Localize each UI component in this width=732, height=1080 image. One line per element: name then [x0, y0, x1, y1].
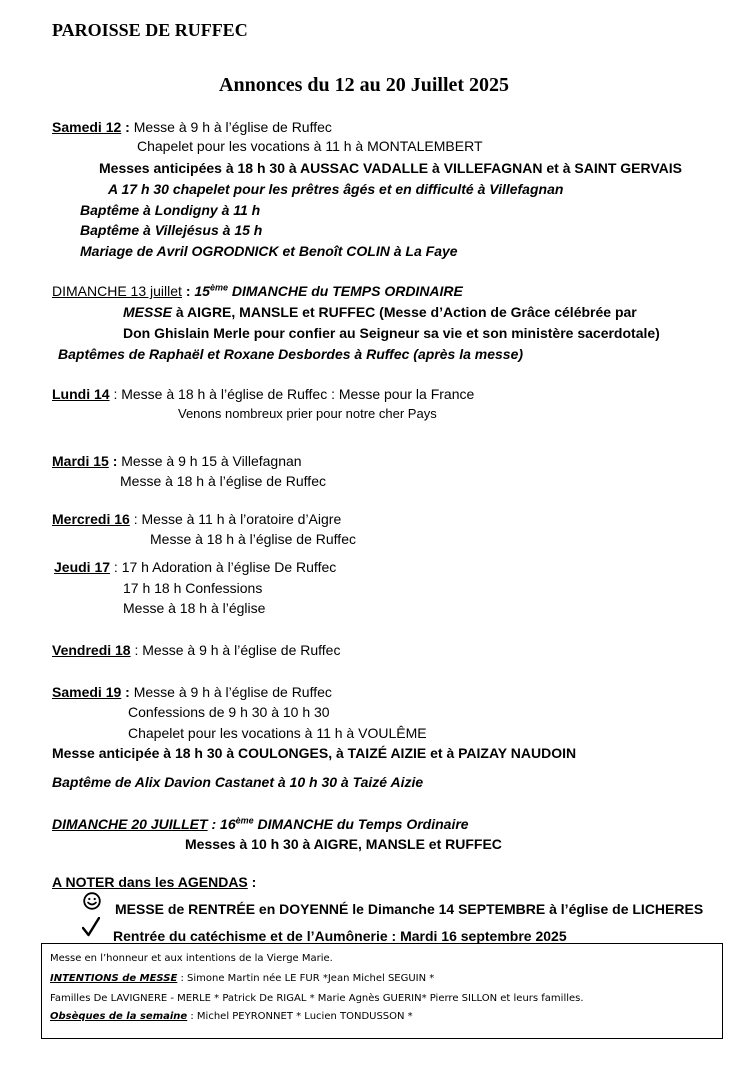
event-text: Baptême de Alix Davion Castanet à 10 h 30 à Taizé Aizie: [52, 774, 424, 790]
checkmark-icon: [82, 917, 100, 937]
event-text: Chapelet pour les vocations à 11 h à VOULÊME: [128, 725, 427, 741]
sunday-name: DIMANCHE du TEMPS ORDINAIRE: [227, 283, 463, 299]
ordinal-number: 16: [220, 816, 236, 832]
separator: :: [181, 283, 195, 299]
friday-18-line1: [52, 641, 340, 659]
funerals-label: Obsèques de la semaine: [50, 1011, 188, 1022]
event-text: Messes à 10 h 30 à AIGRE, MANSLE et RUFFEC: [185, 836, 502, 852]
mass-label: MESSE: [123, 304, 173, 320]
event-text: 17 h 18 h Confessions: [123, 580, 263, 596]
ordinal-number: 15: [194, 283, 210, 299]
agenda-heading-text: A NOTER dans les AGENDAS: [52, 874, 248, 890]
event-text: Messe à 9 h 15 à Villefagnan: [121, 453, 302, 469]
separator: :: [130, 642, 143, 658]
tuesday-15-line1: [52, 452, 302, 470]
event-text: 17 h Adoration à l’église De Ruffec: [121, 559, 337, 575]
agenda-item: Rentrée du catéchisme et de l’Aumônerie : Mardi 16 septembre 2025: [113, 928, 567, 944]
sunday-rank: [220, 816, 469, 832]
separator: :: [109, 386, 122, 402]
sunday-name: DIMANCHE du Temps Ordinaire: [253, 816, 469, 832]
wednesday-16-line1: [52, 510, 341, 528]
separator: :: [121, 684, 134, 700]
event-text: Messe à 9 h à l’église de Ruffec: [142, 642, 341, 658]
day-label: DIMANCHE 20 JUILLET: [52, 816, 208, 832]
event-text: Confessions de 9 h 30 à 10 h 30: [128, 704, 330, 720]
event-text: Mariage de Avril OGRODNICK et Benoît COLIN à La Faye: [80, 243, 458, 259]
intention-line: Messe en l’honneur et aux intentions de la Vierge Marie.: [50, 953, 333, 964]
saturday-12-line1: [52, 118, 332, 136]
funerals-line: [50, 1010, 413, 1023]
day-label: Mercredi 16: [52, 511, 130, 527]
event-text: Baptême à Villejésus à 15 h: [80, 222, 263, 238]
event-text: Chapelet pour les vocations à 11 h à MONTALEMBERT: [137, 138, 483, 154]
event-text: [123, 303, 637, 321]
intention-line: Familles De LAVIGNERE - MERLE * Patrick De RIGAL * Marie Agnès GUERIN* Pierre SILLON et leurs familles.: [50, 993, 584, 1004]
sunday-13-line1: [52, 282, 463, 300]
separator: :: [121, 119, 134, 135]
event-text: Messe à 18 h à l’église de Ruffec: [120, 473, 326, 489]
event-text: Messe à 18 h à l’église de Ruffec: [150, 531, 356, 547]
sunday-rank: [194, 283, 462, 299]
separator: :: [129, 511, 142, 527]
event-text: Messe à 18 h à l’église de Ruffec : Messe pour la France: [121, 386, 475, 402]
separator: :: [110, 559, 122, 575]
ordinal-suffix: ème: [235, 815, 254, 826]
separator: :: [247, 874, 257, 890]
event-text: Messe à 11 h à l’oratoire d’Aigre: [141, 511, 342, 527]
ordinal-suffix: ème: [209, 282, 228, 293]
day-label: DIMANCHE 13 juillet: [52, 283, 182, 299]
day-label: Samedi 19: [52, 684, 122, 700]
day-label: Jeudi 17: [54, 559, 111, 575]
separator: :: [108, 453, 122, 469]
mass-places: à AIGRE, MANSLE et RUFFEC (Messe d’Action de Grâce célébrée par: [172, 304, 637, 320]
event-text: Baptême à Londigny à 11 h: [80, 202, 261, 218]
intentions-box: [41, 943, 723, 1039]
event-text: Messes anticipées à 18 h 30 à AUSSAC VADALLE à VILLEFAGNAN et à SAINT GERVAIS: [99, 160, 682, 176]
monday-14-line1: [52, 385, 474, 403]
day-label: Vendredi 18: [52, 642, 131, 658]
event-text: Messe à 18 h à l’église: [123, 600, 266, 616]
event-text: Messe anticipée à 18 h 30 à COULONGES, à TAIZÉ AIZIE et à PAIZAY NAUDOIN: [52, 745, 577, 761]
intentions-label: INTENTIONS de MESSE: [50, 973, 178, 984]
smiley-icon: [83, 892, 101, 910]
thursday-17-line1: [54, 558, 336, 576]
saturday-19-line1: [52, 683, 332, 701]
page-title: Annonces du 12 au 20 Juillet 2025: [219, 74, 510, 96]
day-label: Lundi 14: [52, 386, 110, 402]
day-label: Mardi 15: [52, 453, 109, 469]
intentions-mass-line: [50, 972, 434, 985]
funerals-names: : Michel PEYRONNET * Lucien TONDUSSON *: [187, 1011, 413, 1022]
event-text: Messe à 9 h à l’église de Ruffec: [133, 119, 332, 135]
day-label: Samedi 12: [52, 119, 122, 135]
event-text: Messe à 9 h à l’église de Ruffec: [133, 684, 332, 700]
agenda-item: MESSE de RENTRÉE en DOYENNÉ le Dimanche 14 SEPTEMBRE à l’église de LICHERES: [115, 901, 704, 917]
event-text: Baptêmes de Raphaël et Roxane Desbordes à Ruffec (après la messe): [58, 346, 524, 362]
event-text: A 17 h 30 chapelet pour les prêtres âgés et en difficulté à Villefagnan: [108, 181, 564, 197]
separator: :: [207, 816, 221, 832]
sunday-20-line1: [52, 815, 469, 833]
intentions-names: : Simone Martin née LE FUR *Jean Michel SEGUIN *: [177, 973, 435, 984]
event-text: Venons nombreux prier pour notre cher Pays: [178, 406, 437, 421]
event-text: Don Ghislain Merle pour confier au Seigneur sa vie et son ministère sacerdotale): [123, 325, 660, 341]
parish-title: PAROISSE DE RUFFEC: [52, 20, 248, 40]
agenda-heading: [52, 873, 256, 891]
